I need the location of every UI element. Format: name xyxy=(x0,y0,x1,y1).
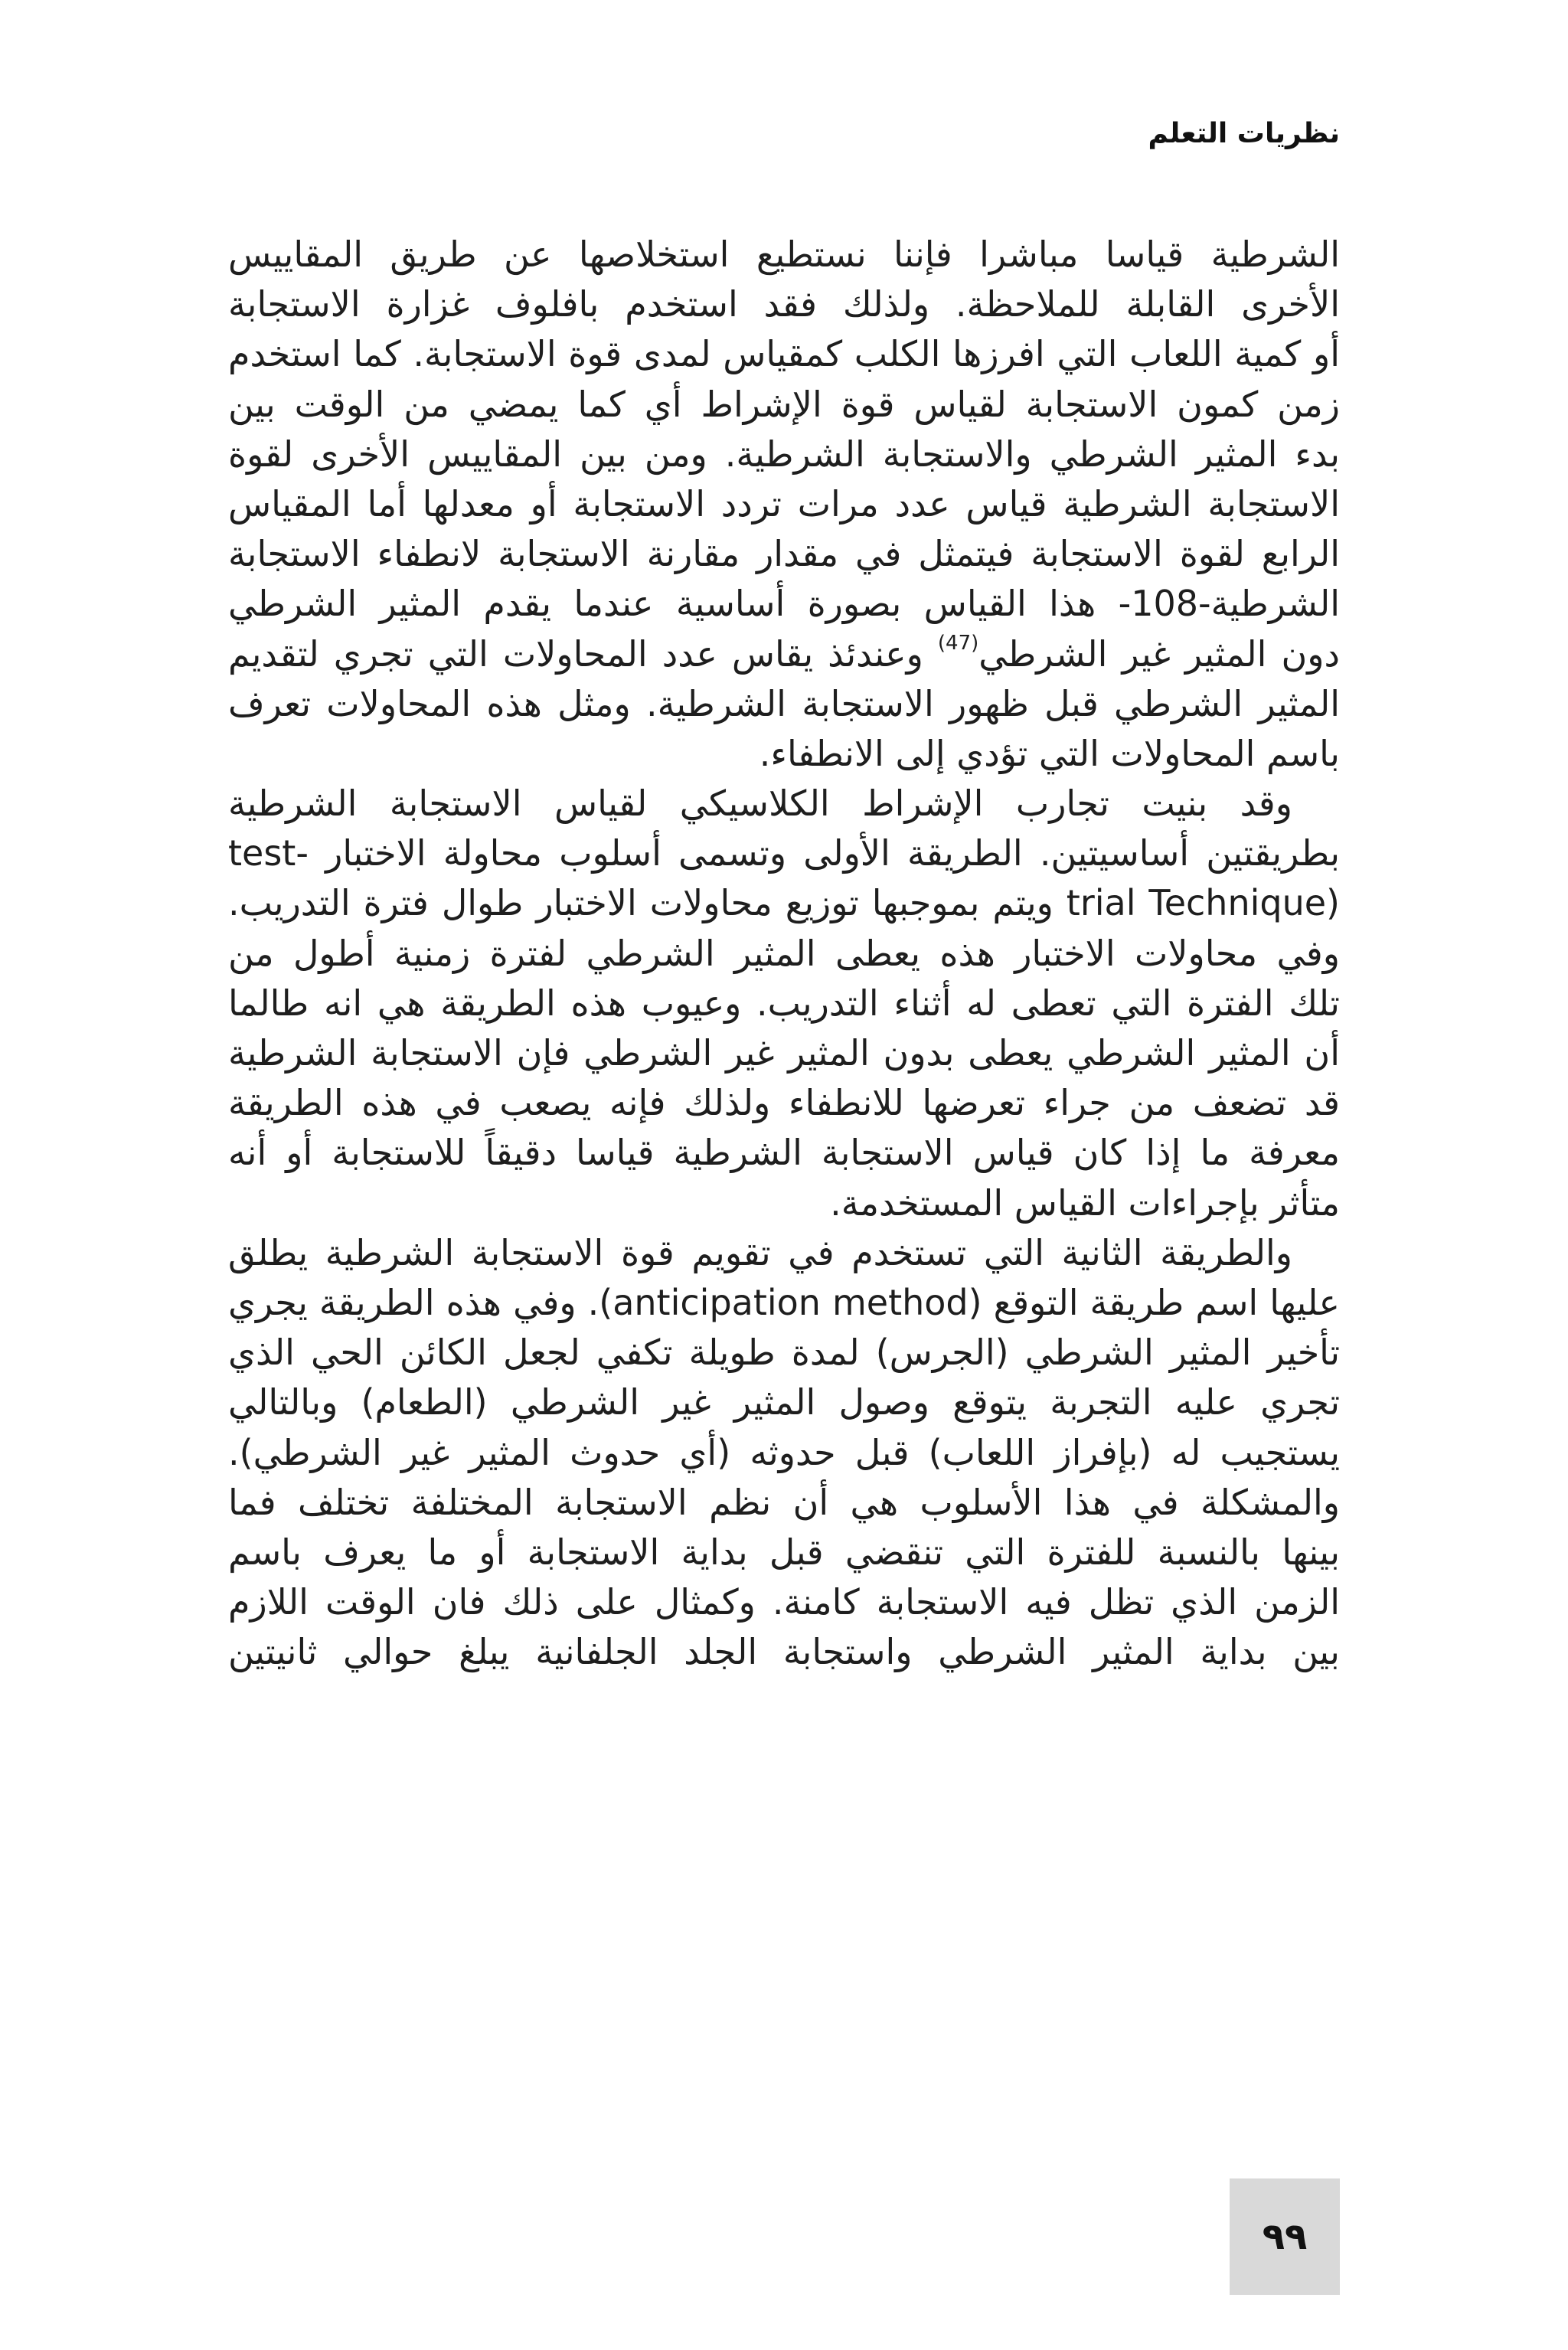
text-line: معرفة ما إذا كان قياس الاستجابة الشرطية قياسا دقيقاً للاستجابة أو أنه xyxy=(228,1132,1340,1174)
text-line: باسم المحاولات التي تؤدي إلى الانطفاء. xyxy=(759,732,1340,774)
text-line: الاستجابة الشرطية قياس عدد مرات تردد الاستجابة أو معدلها أما المقياس xyxy=(228,482,1340,525)
text-line: وقد بنيت تجارب الإشراط الكلاسيكي لقياس الاستجابة الشرطية xyxy=(228,783,1292,825)
text-line: تأخير المثير الشرطي (الجرس) لمدة طويلة تكفي لجعل الكائن الحي الذي xyxy=(228,1332,1340,1374)
text-line: الشرطية قياسا مباشرا فإننا نستطيع استخلاصها عن طريق المقاييس xyxy=(228,234,1340,275)
text-line: أن المثير الشرطي يعطى بدون المثير غير الشرطي فإن الاستجابة الشرطية xyxy=(228,1032,1340,1074)
text-line: بدء المثير الشرطي والاستجابة الشرطية. ومن بين المقاييس الأخرى لقوة xyxy=(228,433,1340,475)
text-line: الشرطية-108- هذا القياس بصورة أساسية عندما يقدم المثير الشرطي xyxy=(228,583,1340,625)
text-line: عليها اسم طريقة التوقع (anticipation method). وفي هذه الطريقة يجري xyxy=(228,1281,1340,1323)
page-body xyxy=(228,230,1340,1677)
text-line-with-footnote xyxy=(228,629,1340,679)
running-header: نظريات التعلم xyxy=(1148,118,1340,149)
text-line: بينها بالنسبة للفترة التي تنقضي قبل بداية الاستجابة أو ما يعرف باسم xyxy=(228,1531,1340,1573)
text-line: الرابع لقوة الاستجابة فيتمثل في مقدار مقارنة الاستجابة لانطفاء الاستجابة xyxy=(228,533,1340,575)
text-line: الزمن الذي تظل فيه الاستجابة كامنة. وكمثال على ذلك فان الوقت اللازم xyxy=(228,1581,1340,1623)
text-line: والطريقة الثانية التي تستخدم في تقويم قوة الاستجابة الشرطية يطلق xyxy=(228,1231,1292,1273)
footnote-reference: (47) xyxy=(937,631,979,655)
text-segment: وعندئذ يقاس عدد المحاولات التي تجري لتقديم xyxy=(228,632,938,675)
text-segment: دون المثير غير الشرطي xyxy=(978,632,1340,675)
text-line: قد تضعف من جراء تعرضها للانطفاء ولذلك فإنه يصعب في هذه الطريقة xyxy=(228,1082,1340,1124)
text-line: والمشكلة في هذا الأسلوب هي أن نظم الاستجابة المختلفة تختلف فما xyxy=(228,1481,1340,1523)
text-line: المثير الشرطي قبل ظهور الاستجابة الشرطية. ومثل هذه المحاولات تعرف xyxy=(228,682,1340,724)
text-line: زمن كمون الاستجابة لقياس قوة الإشراط أي كما يمضي من الوقت بين xyxy=(228,383,1340,425)
text-line: متأثر بإجراءات القياس المستخدمة. xyxy=(830,1182,1340,1224)
text-line: أو كمية اللعاب التي افرزها الكلب كمقياس لمدى قوة الاستجابة. كما استخدم xyxy=(228,333,1340,375)
text-line: يستجيب له (بإفراز اللعاب) قبل حدوثه (أي حدوث المثير غير الشرطي). xyxy=(228,1431,1340,1473)
page-number-box xyxy=(1230,2178,1340,2295)
text-line: (trial Technique ويتم بموجبها توزيع محاولات الاختبار طوال فترة التدريب. xyxy=(228,882,1340,924)
text-line: تجري عليه التجربة يتوقع وصول المثير غير الشرطي (الطعام) وبالتالي xyxy=(228,1381,1340,1423)
text-line: بين بداية المثير الشرطي واستجابة الجلد الجلفانية يبلغ حوالي ثانيتين xyxy=(228,1631,1340,1673)
text-line: الأخرى القابلة للملاحظة. ولذلك فقد استخدم بافلوف غزارة الاستجابة xyxy=(228,283,1340,325)
page-number: ٩٩ xyxy=(1262,2215,1308,2258)
text-line: تلك الفترة التي تعطى له أثناء التدريب. وعيوب هذه الطريقة هي انه طالما xyxy=(228,982,1340,1024)
text-line: وفي محاولات الاختبار هذه يعطى المثير الشرطي لفترة زمنية أطول من xyxy=(228,932,1340,974)
text-line: بطريقتين أساسيتين. الطريقة الأولى وتسمى أسلوب محاولة الاختبار -test xyxy=(228,832,1340,874)
